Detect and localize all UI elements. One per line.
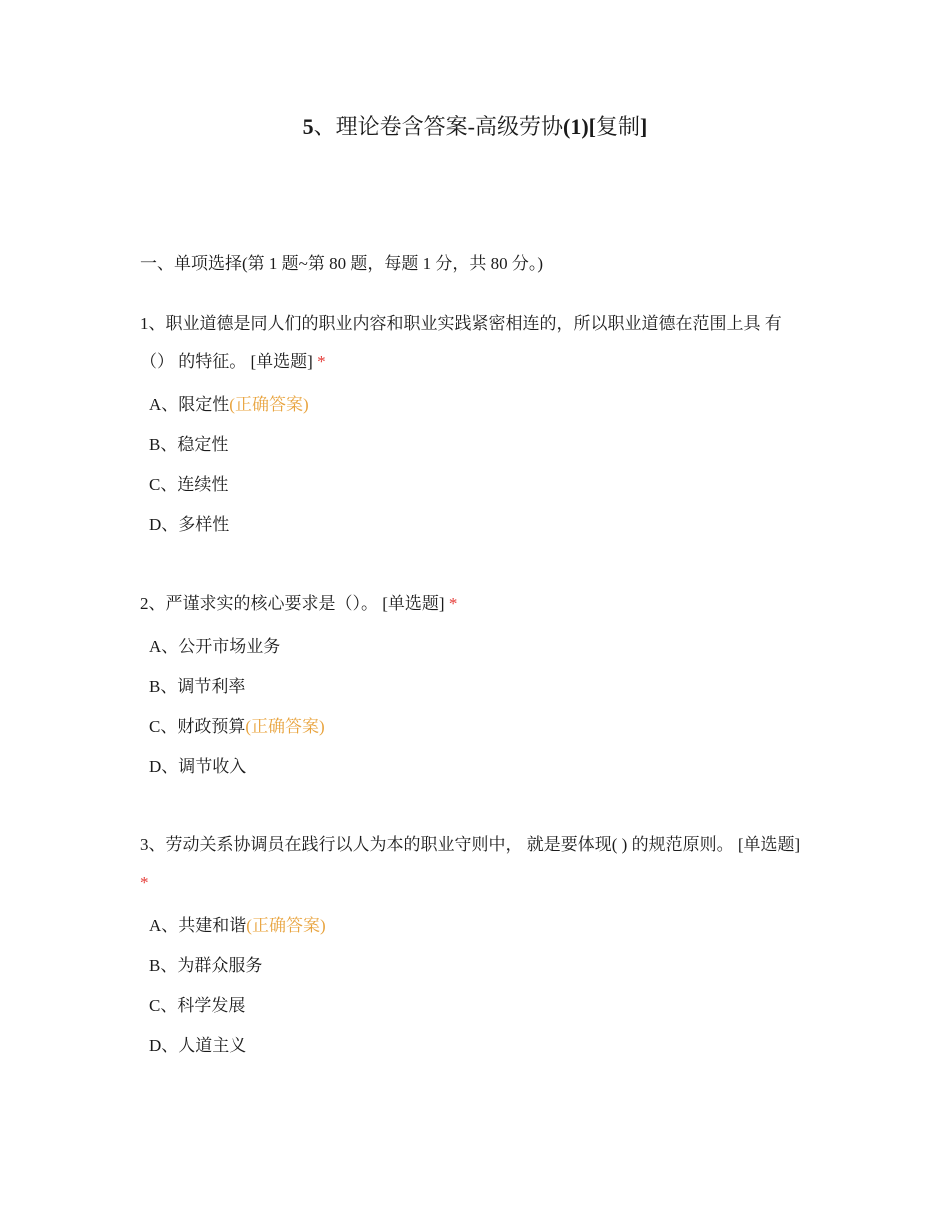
option-label: A、共建和谐	[149, 916, 247, 935]
title-suffix: (1)[	[563, 114, 596, 139]
option-d	[149, 747, 810, 787]
question-2-options	[140, 627, 810, 787]
option-b	[149, 667, 810, 707]
question-1	[140, 305, 810, 545]
correct-answer-mark: (正确答案)	[246, 916, 326, 935]
correct-answer-mark: (正确答案)	[245, 717, 325, 736]
option-c	[149, 465, 810, 505]
question-2-required-mark: *	[448, 594, 458, 613]
question-3-text	[140, 826, 810, 902]
option-label: A、公开市场业务	[149, 637, 281, 656]
option-label: B、为群众服务	[149, 956, 263, 975]
question-3-required-mark: *	[140, 873, 149, 892]
question-3-type: [单选题]	[737, 835, 801, 854]
option-c	[149, 707, 810, 747]
question-3-options	[140, 906, 810, 1066]
correct-answer-mark: (正确答案)	[229, 395, 309, 414]
title-text: 、理论卷含答案-高级劳协	[313, 114, 563, 139]
question-3	[140, 826, 810, 1066]
title-close: ]	[640, 114, 648, 139]
option-a	[149, 627, 810, 667]
section-heading: 一、单项选择(第 1 题~第 80 题，每题 1 分，共 80 分。)	[140, 254, 544, 273]
option-label: C、科学发展	[149, 996, 246, 1015]
option-d	[149, 505, 810, 545]
question-2-type: [单选题]	[382, 594, 445, 613]
question-2-stem: 2、严谨求实的核心要求是（）。	[140, 594, 378, 613]
question-1-required-mark: *	[317, 352, 326, 371]
question-1-stem: 1、职业道德是同人们的职业内容和职业实践紧密相连的，所以职业道德在范围上具 有（） 的特征。	[140, 314, 782, 371]
option-a	[149, 906, 810, 946]
option-label: C、财政预算	[149, 717, 246, 736]
option-d	[149, 1026, 810, 1066]
question-2	[140, 585, 810, 787]
option-b	[149, 425, 810, 465]
option-label: B、稳定性	[149, 435, 229, 454]
option-label: D、多样性	[149, 515, 230, 534]
question-3-stem: 3、劳动关系协调员在践行以人为本的职业守则中， 就是要体现( ) 的规范原则。	[140, 835, 734, 854]
question-2-text	[140, 585, 810, 623]
option-label: D、人道主义	[149, 1036, 247, 1055]
page-title	[0, 112, 950, 142]
option-c	[149, 986, 810, 1026]
question-1-type: [单选题]	[250, 352, 313, 371]
option-label: A、限定性	[149, 395, 230, 414]
option-a	[149, 385, 810, 425]
title-copy: 复制	[595, 114, 640, 139]
option-label: D、调节收入	[149, 757, 247, 776]
title-number: 5	[302, 114, 314, 139]
option-label: C、连续性	[149, 475, 229, 494]
question-1-options	[140, 385, 810, 545]
option-label: B、调节利率	[149, 677, 246, 696]
question-1-text	[140, 305, 810, 381]
option-b	[149, 946, 810, 986]
